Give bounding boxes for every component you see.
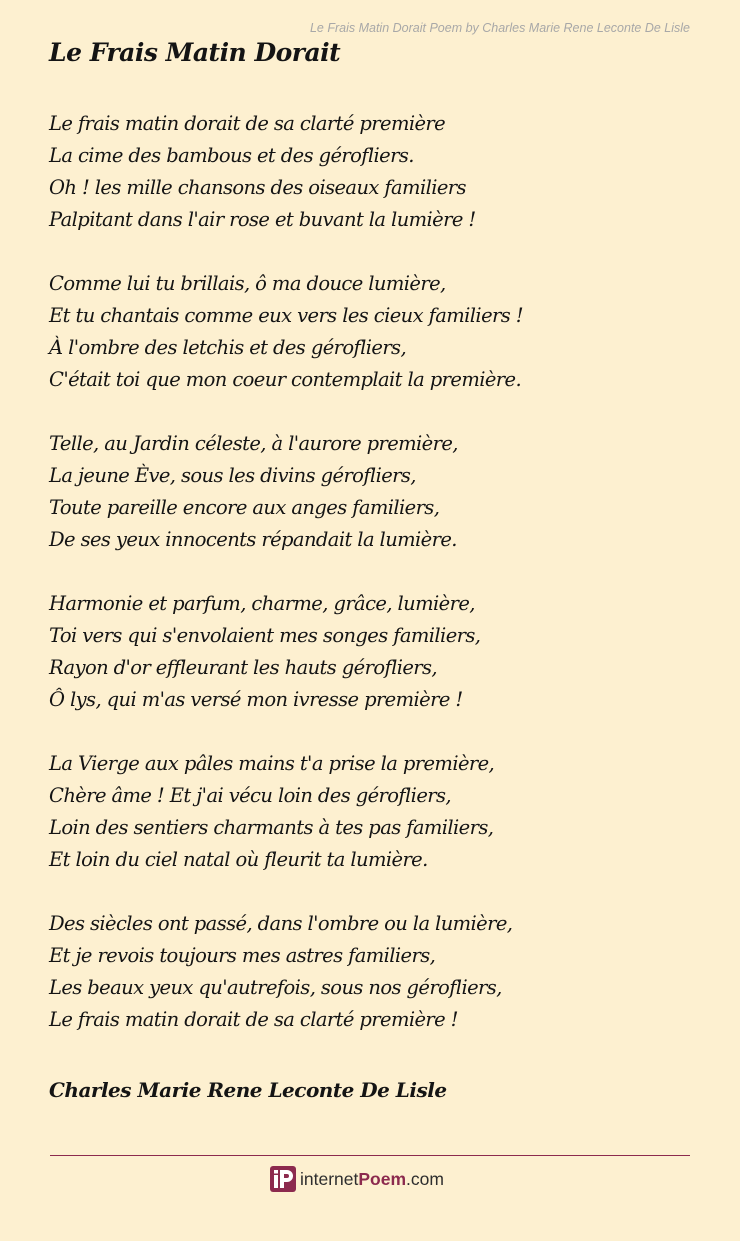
stanza-6 xyxy=(49,908,699,1036)
poem-line: Des siècles ont passé, dans l'ombre ou la lumière, xyxy=(49,912,513,935)
poem-title: Le Frais Matin Dorait xyxy=(49,38,341,67)
footer-divider xyxy=(50,1155,690,1156)
poem-line: Toi vers qui s'envolaient mes songes familiers, xyxy=(49,624,481,647)
poem-line: Oh ! les mille chansons des oiseaux familiers xyxy=(49,176,466,199)
poem-line: Et tu chantais comme eux vers les cieux familiers ! xyxy=(49,304,523,327)
poem-line: Rayon d'or effleurant les hauts gérofliers, xyxy=(49,656,438,679)
site-logo-link[interactable] xyxy=(270,1166,444,1192)
poem-line: Harmonie et parfum, charme, grâce, lumière, xyxy=(49,592,475,615)
poem-line: Comme lui tu brillais, ô ma douce lumière, xyxy=(49,272,446,295)
ip-logo-icon xyxy=(270,1166,296,1192)
poem-line: Ô lys, qui m'as versé mon ivresse première ! xyxy=(49,688,463,711)
logo-text-prefix: internet xyxy=(300,1168,359,1189)
poem-line: Le frais matin dorait de sa clarté première xyxy=(49,112,446,135)
poem-line: À l'ombre des letchis et des gérofliers, xyxy=(49,336,407,359)
poem-line: Et je revois toujours mes astres familiers, xyxy=(49,944,436,967)
poem-line: La cime des bambous et des gérofliers. xyxy=(49,144,414,167)
poem-line: Et loin du ciel natal où fleurit ta lumière. xyxy=(49,848,428,871)
stanza-3 xyxy=(49,428,699,556)
logo-text-brand: Poem xyxy=(358,1168,407,1189)
poem-line: Toute pareille encore aux anges familiers, xyxy=(49,496,440,519)
stanza-2 xyxy=(49,268,699,396)
poem-line: Telle, au Jardin céleste, à l'aurore première, xyxy=(49,432,458,455)
poem-line: Chère âme ! Et j'ai vécu loin des gérofliers, xyxy=(49,784,451,807)
header-caption: Le Frais Matin Dorait Poem by Charles Marie Rene Leconte De Lisle xyxy=(309,21,690,35)
poem-line: Loin des sentiers charmants à tes pas familiers, xyxy=(49,816,494,839)
poem-body xyxy=(49,108,699,1068)
stanza-4 xyxy=(49,588,699,716)
poem-line: La jeune Ève, sous les divins gérofliers, xyxy=(49,464,416,487)
poem-line: C'était toi que mon coeur contemplait la première. xyxy=(49,368,522,391)
poem-author: Charles Marie Rene Leconte De Lisle xyxy=(49,1078,447,1102)
poem-line: Palpitant dans l'air rose et buvant la lumière ! xyxy=(49,208,476,231)
stanza-5 xyxy=(49,748,699,876)
logo-text-suffix: .com xyxy=(406,1168,444,1189)
poem-line: De ses yeux innocents répandait la lumière. xyxy=(49,528,457,551)
poem-line: Le frais matin dorait de sa clarté première ! xyxy=(49,1008,458,1031)
poem-line: Les beaux yeux qu'autrefois, sous nos gérofliers, xyxy=(49,976,502,999)
poem-line: La Vierge aux pâles mains t'a prise la première, xyxy=(49,752,495,775)
stanza-1 xyxy=(49,108,699,236)
